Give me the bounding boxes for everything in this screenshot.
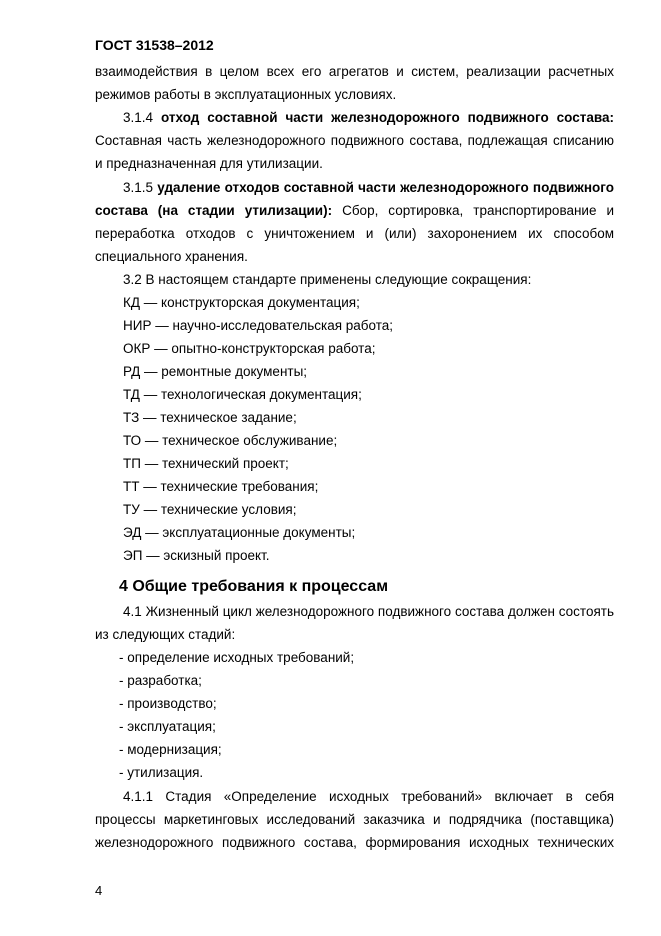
abbreviation-item: НИР — научно-исследовательская работа; [123, 318, 394, 333]
section-4-title: 4 Общие требования к процессам [119, 578, 389, 595]
abbreviation-item: ТД — технологическая документация; [123, 387, 362, 402]
term-bold: отход составной части железнодорожного подвижного состава: [161, 110, 614, 125]
stage-list-item: - модернизация; [119, 742, 222, 757]
paragraph-line: специального хранения. [95, 249, 248, 264]
stage-list-item: - эксплуатация; [119, 719, 216, 734]
abbreviation-item: ТО — техническое обслуживание; [123, 433, 338, 448]
document-header: ГОСТ 31538–2012 [95, 37, 214, 53]
abbreviation-item: ТТ — технические требования; [123, 479, 319, 494]
paragraph-line: из следующих стадий: [95, 627, 236, 642]
abbreviation-item: КД — конструкторская документация; [123, 295, 360, 310]
paragraph-line: режимов работы в эксплуатационных условиях. [95, 87, 397, 102]
paragraph-line: 4.1.1 Стадия «Определение исходных требований» включает в себя [123, 789, 614, 804]
abbreviation-item: ТП — технический проект; [123, 456, 289, 471]
paragraph-line: железнодорожного подвижного состава, формирования исходных технических [95, 835, 614, 850]
abbreviation-item: ТУ — технические условия; [123, 502, 297, 517]
paragraph-line: взаимодействия в целом всех его агрегатов и систем, реализации расчетных [95, 64, 614, 79]
clause-3-1-5-heading [123, 180, 614, 196]
abbreviation-item: ЭД — эксплуатационные документы; [123, 525, 356, 540]
abbreviation-item: ТЗ — техническое задание; [123, 410, 297, 425]
clause-number: 3.1.5 [123, 180, 154, 195]
stage-list-item: - производство; [119, 696, 217, 711]
paragraph-line [95, 203, 614, 219]
definition-text: Сбор, сортировка, транспортирование и [342, 203, 614, 218]
stage-list-item: - утилизация. [119, 765, 204, 780]
clause-3-1-4-heading [123, 110, 614, 126]
page-number: 4 [95, 883, 103, 898]
paragraph-line: 4.1 Жизненный цикл железнодорожного подвижного состава должен состоять [123, 604, 614, 619]
stage-list-item: - определение исходных требований; [119, 650, 355, 665]
paragraph-line: переработка отходов с уничтожением и (или) захоронением их способом [95, 226, 614, 241]
term-bold: удаление отходов составной части железнодорожного подвижного [157, 180, 614, 195]
term-bold: состава (на стадии утилизации): [95, 203, 333, 218]
paragraph-line: и предназначенная для утилизации. [95, 156, 323, 171]
clause-3-2: 3.2 В настоящем стандарте применены следующие сокращения: [123, 272, 532, 287]
clause-number: 3.1.4 [123, 110, 154, 125]
abbreviation-item: ОКР — опытно-конструкторская работа; [123, 341, 376, 356]
paragraph-line: Составная часть железнодорожного подвижного состава, подлежащая списанию [95, 133, 614, 148]
paragraph-line: процессы маркетинговых исследований заказчика и подрядчика (поставщика) [95, 812, 614, 827]
abbreviation-item: ЭП — эскизный проект. [123, 548, 270, 563]
stage-list-item: - разработка; [119, 673, 202, 688]
abbreviation-item: РД — ремонтные документы; [123, 364, 308, 379]
